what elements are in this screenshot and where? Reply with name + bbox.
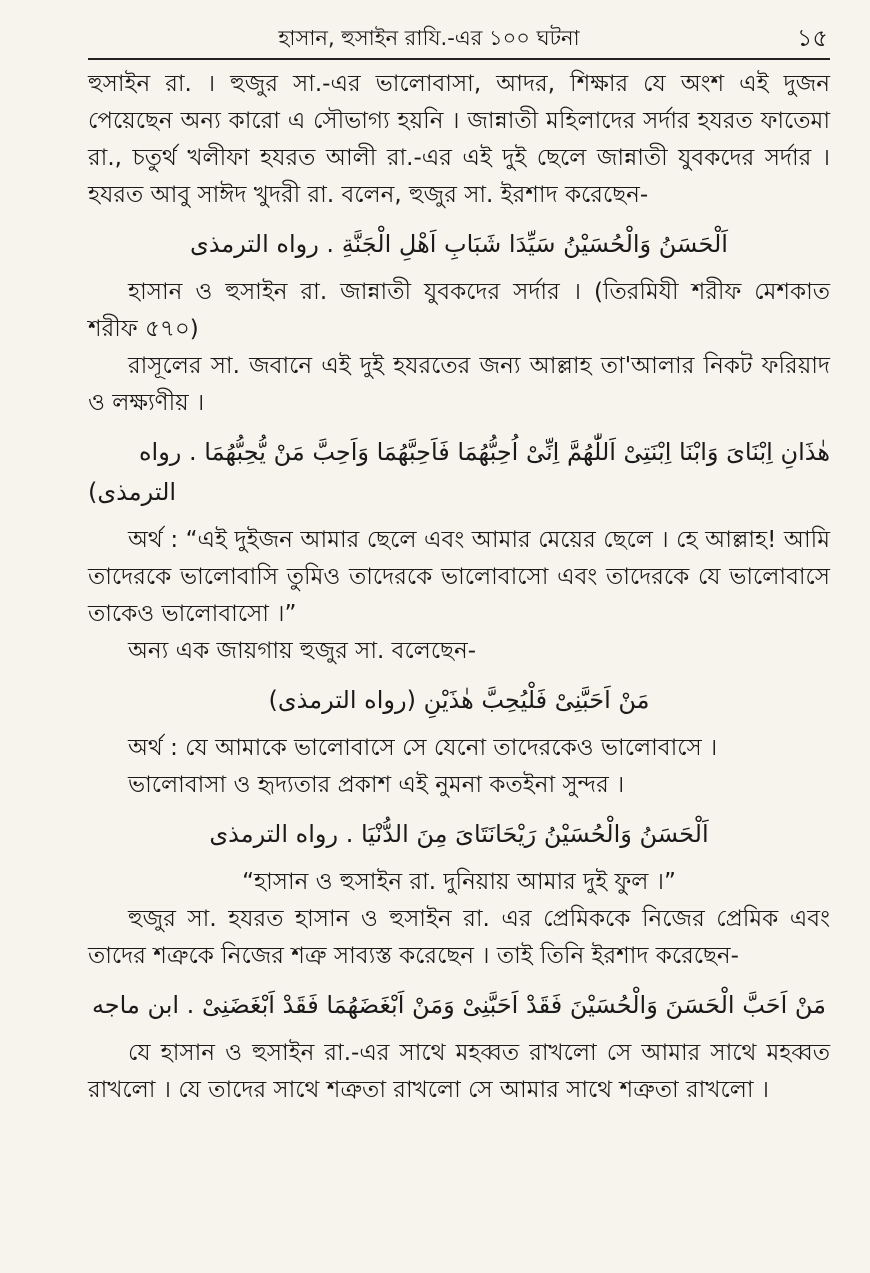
page-header (88, 0, 830, 60)
paragraph-2: হাসান ও হুসাইন রা. জান্নাতী যুবকদের সর্দার । (তিরমিযী শরীফ মেশকাত শরীফ ৫৭০) (88, 279, 830, 342)
arabic-hadith-3: مَنْ اَحَبَّنِىْ فَلْيُحِبَّ هٰذَيْنِ (رواه الترمذى) (268, 686, 650, 714)
paragraph-5: অন্য এক জায়গায় হুজুর সা. বলেছেন- (128, 638, 477, 664)
paragraph-1: হুসাইন রা. । হুজুর সা.-এর ভালোবাসা, আদর, শিক্ষার যে অংশ এই দুজন পেয়েছেন অন্য কারো এ সৌভাগ্য হয়নি । জান্নাতী মহিলাদের সর্দার হযরত ফাতেমা রা., চতুর্থ খলীফা হযরত আলী রা.-এর এই দুই ছেলে জান্নাতী যুবকদের সর্দার । হযরত আবু সাঈদ খুদরী রা. বলেন, হুজুর সা. ইরশাদ করেছেন- (88, 71, 830, 208)
paragraph-8: হুজুর সা. হযরত হাসান ও হুসাইন রা. এর প্রেমিককে নিজের প্রেমিক এবং তাদের শত্রুকে নিজের শত্রু সাব্যস্ত করেছেন । তাই তিনি ইরশাদ করেছেন- (88, 906, 830, 969)
arabic-hadith-1: اَلْحَسَنُ وَالْحُسَيْنُ سَيِّدَا شَبَابِ اَهْلِ الْجَنَّةِ . رواه الترمذى (190, 230, 728, 258)
arabic-hadith-2-cont: الترمذى) (88, 478, 177, 506)
paragraph-6: অর্থ : যে আমাকে ভালোবাসে সে যেনো তাদেরকেও ভালোবাসে । (128, 735, 718, 761)
paragraph-3: রাসূলের সা. জবানে এই দুই হযরতের জন্য আল্লাহ তা'আলার নিকট ফরিয়াদ ও লক্ষ্যণীয় । (88, 353, 830, 416)
arabic-hadith-4: اَلْحَسَنُ وَالْحُسَيْنُ رَيْحَانَتَاىَ مِنَ الدُّنْيَا . رواه الترمذى (209, 820, 709, 848)
paragraph-7: ভালোবাসা ও হৃদ্যতার প্রকাশ এই নুমনা কতইনা সুন্দর । (128, 772, 625, 798)
page-content (88, 66, 830, 1109)
running-title: হাসান, হুসাইন রাযি.-এর ১০০ ঘটনা (278, 26, 580, 50)
arabic-hadith-5: مَنْ اَحَبَّ الْحَسَنَ وَالْحُسَيْنَ فَقَدْ اَحَبَّنِىْ وَمَنْ اَبْغَضَهُمَا فَقَدْ اَبْغَضَنِىْ . ابن ماجه (91, 991, 827, 1019)
arabic-hadith-2: هٰذَانِ اِبْنَاىَ وَابْنَا اِبْنَتِىْ اَللّٰهُمَّ اِنِّىْ اُحِبُّهُمَا فَاَحِبَّهُمَا وَاَحِبَّ مَنْ يُّحِبُّهُمَا . رواه (138, 438, 830, 466)
paragraph-9: যে হাসান ও হুসাইন রা.-এর সাথে মহব্বত রাখলো সে আমার সাথে মহব্বত রাখলো । যে তাদের সাথে শত্রুতা রাখলো সে আমার সাথে শত্রুতা রাখলো । (88, 1040, 830, 1103)
quote-line: “হাসান ও হুসাইন রা. দুনিয়ায় আমার দুই ফুল ।” (242, 869, 676, 895)
page-number: ১৫ (796, 24, 828, 52)
paragraph-4: অর্থ : “এই দুইজন আমার ছেলে এবং আমার মেয়ের ছেলে । হে আল্লাহ! আমি তাদেরকে ভালোবাসি তুমিও তাদেরকে ভালোবাসো এবং তাদেরকে যে ভালোবাসে তাকেও ভালোবাসো ।” (88, 527, 830, 627)
